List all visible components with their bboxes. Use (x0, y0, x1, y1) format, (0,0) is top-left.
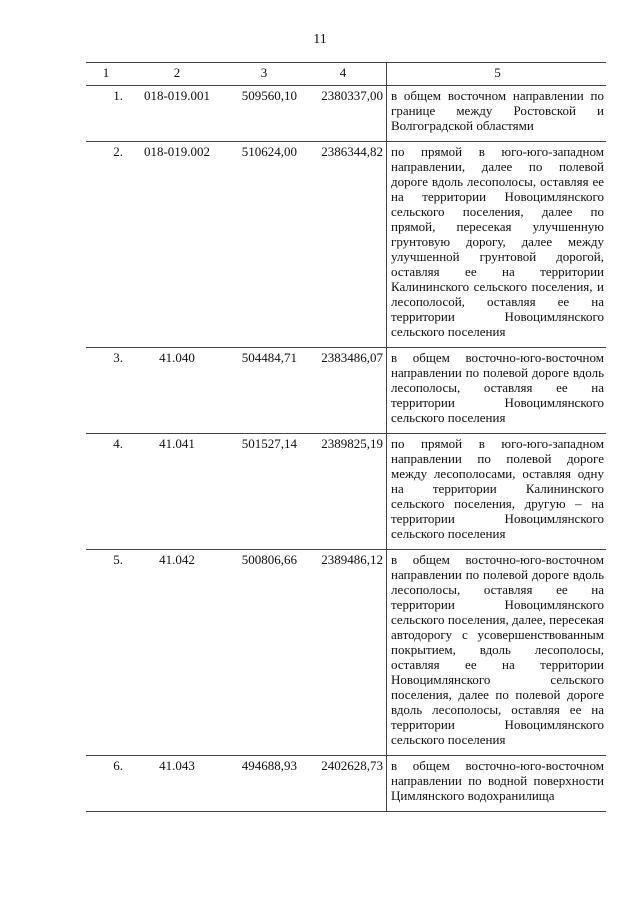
page-number: 11 (313, 32, 327, 47)
coord-y: 2383486,07 (300, 348, 387, 434)
boundary-description (387, 86, 607, 142)
header-col-3: 3 (228, 63, 300, 86)
coord-y: 2389486,12 (300, 550, 387, 756)
description-text: в общем восточно-юго-восточном направлении по полевой дороге вдоль лесополосы, оставляя ее на территории Новоцимлянского сельского поселения (391, 350, 604, 425)
coord-x: 509560,10 (228, 86, 300, 142)
header-col-5: 5 (387, 63, 607, 86)
coord-y: 2402628,73 (300, 756, 387, 812)
point-code: 41.041 (126, 434, 228, 550)
point-code: 018-019.001 (126, 86, 228, 142)
boundary-description (387, 142, 607, 348)
description-text: в общем восточно-юго-восточном направлении по полевой дороге вдоль лесополосы, оставляя ее на территории Новоцимлянского сельского поселения, далее, пересекая автодорогу с усовершенствованным покрытием, вдоль лесополосы, оставляя ее на территории Новоцимлянского сельского поселения, далее по полевой дороге вдоль лесополосы, оставляя ее на территории Новоцимлянского сельского поселения (391, 552, 604, 747)
description-text: по прямой в юго-юго-западном направлении, далее по полевой дороге вдоль лесополосы, оставляя ее на территории Новоцимлянского сельского поселения, далее по прямой, пересекая улучшенную грунтовую дорогу, далее между улучшенной грунтовой дорогой, оставляя ее на территории Калининского сельского поселения, и лесополосой, оставляя ее на территории Новоцимлянского сельского поселения (391, 144, 604, 339)
boundary-description (387, 348, 607, 434)
boundary-description (387, 434, 607, 550)
row-number: 4. (86, 434, 126, 550)
row-number: 6. (86, 756, 126, 812)
point-code: 018-019.002 (126, 142, 228, 348)
point-code: 41.040 (126, 348, 228, 434)
description-text: в общем восточно-юго-восточном направлении по водной поверхности Цимлянского водохранилища (391, 758, 604, 803)
point-code: 41.042 (126, 550, 228, 756)
coord-x: 504484,71 (228, 348, 300, 434)
boundary-table (86, 62, 606, 812)
coord-y: 2380337,00 (300, 86, 387, 142)
row-number: 3. (86, 348, 126, 434)
table-row (86, 348, 606, 434)
table-header-row (86, 63, 606, 86)
coord-x: 494688,93 (228, 756, 300, 812)
table-row (86, 756, 606, 812)
description-text: по прямой в юго-юго-западном направлении по полевой дороге между лесополосами, оставляя одну на территории Калининского сельского поселения, другую – на территории Новоцимлянского сельского поселения (391, 436, 604, 541)
description-text: в общем восточном направлении по границе между Ростовской и Волгоградской областями (391, 88, 604, 133)
table-row (86, 434, 606, 550)
boundary-description (387, 756, 607, 812)
boundary-description (387, 550, 607, 756)
row-number: 5. (86, 550, 126, 756)
coord-y: 2389825,19 (300, 434, 387, 550)
table-row (86, 142, 606, 348)
row-number: 2. (86, 142, 126, 348)
coord-y: 2386344,82 (300, 142, 387, 348)
header-col-4: 4 (300, 63, 387, 86)
header-col-1: 1 (86, 63, 126, 86)
table-row (86, 86, 606, 142)
header-col-2: 2 (126, 63, 228, 86)
row-number: 1. (86, 86, 126, 142)
coord-x: 501527,14 (228, 434, 300, 550)
table-row (86, 550, 606, 756)
coord-x: 510624,00 (228, 142, 300, 348)
coord-x: 500806,66 (228, 550, 300, 756)
point-code: 41.043 (126, 756, 228, 812)
